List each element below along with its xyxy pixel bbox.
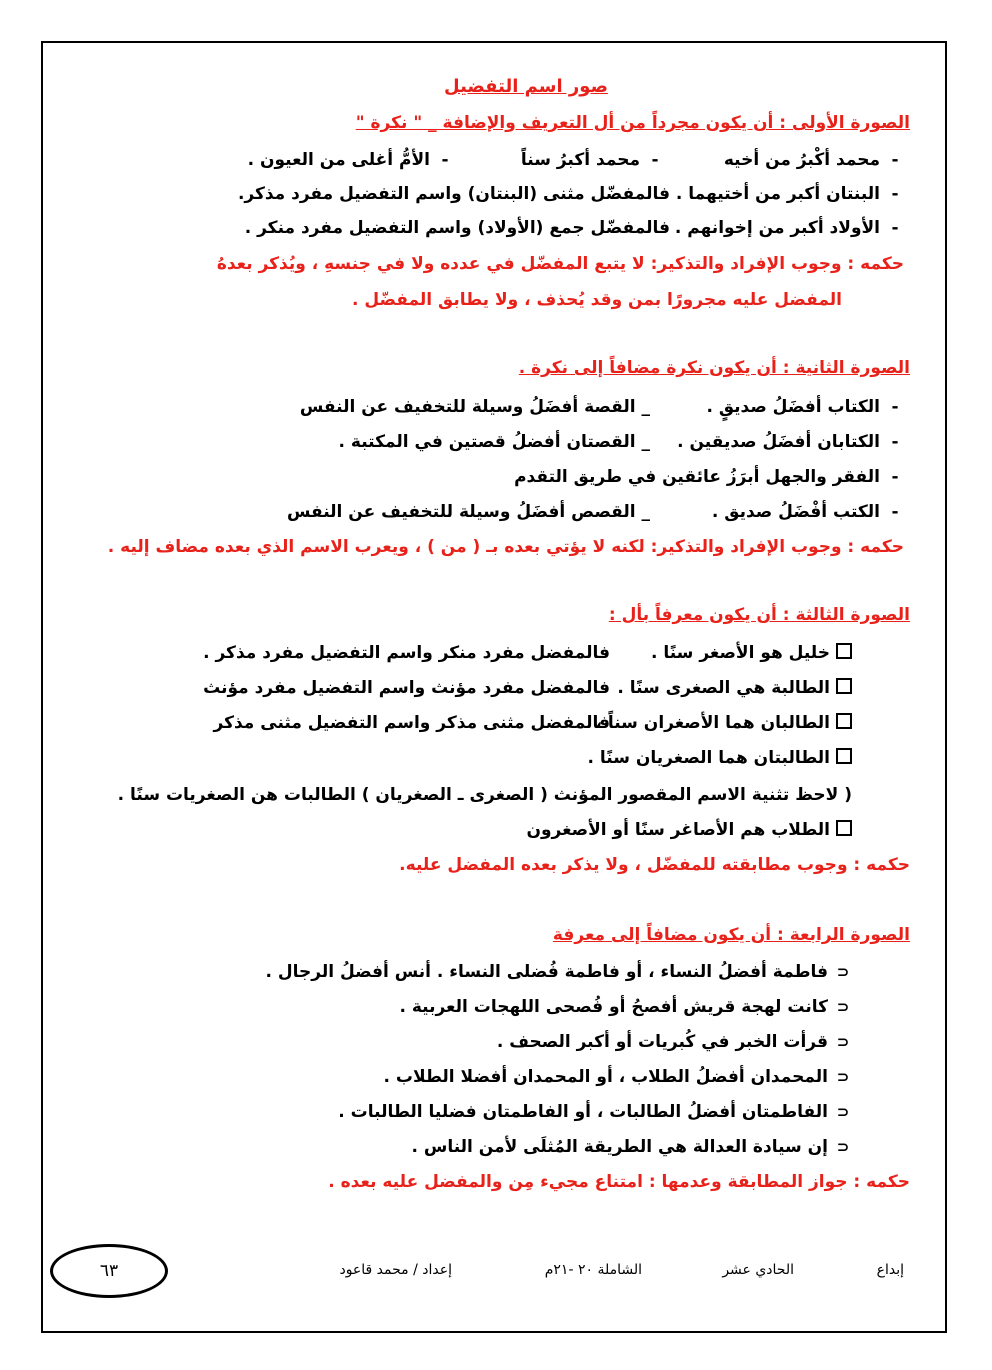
bullet-icon: ⊂	[836, 998, 850, 1016]
footer-grade: الحادي عشر	[722, 1262, 794, 1278]
footer-author: إعداد / محمد قاعود	[339, 1262, 452, 1278]
section-1-heading: الصورة الأولى : أن يكون مجرداً من أل التعريف والإضافة _ " نكرة "	[355, 113, 910, 133]
checkbox-icon	[836, 748, 852, 764]
section-3-line-3: الطالبان هما الأصغران سناً ،فالمفضل مثنى مذكر واسم التفضيل مثنى مذكر	[60, 709, 852, 737]
checkbox-icon	[836, 643, 852, 659]
section-3-heading: الصورة الثالثة : أن يكون معرفاً بأل :	[608, 605, 910, 625]
section-4-item: ⊂كانت لهجة قريش أفصحُ أو فُصحى اللهجات العربية .	[60, 993, 852, 1021]
section-4-item: ⊂فاطمة أفضلُ النساء ، أو فاطمة فُضلى النساء . أنس أفضلُ الرجال .	[60, 958, 852, 986]
section-1-line-3: -الأولاد أكبر من إخوانهم .فالمفضّل جمع (الأولاد) واسم التفضيل مفرد منكر .	[244, 218, 899, 238]
section-1-line-2: -البنتان أكبر من أختيهما .فالمفضّل مثنى (البنتان) واسم التفضيل مفرد مذكر.	[237, 184, 899, 204]
footer-edition: الشاملة ٢٠ -٢١م	[544, 1262, 642, 1278]
checkbox-icon	[836, 678, 852, 694]
section-4-item: ⊂إن سيادة العدالة هي الطريقة المُثلَى لأمن الناس .	[60, 1133, 852, 1161]
dash-bullet: -	[891, 150, 899, 170]
bullet-icon: ⊂	[836, 1068, 850, 1086]
section-2-line-3: -الفقر والجهل أبرَزُ عائقين في طريق التقدم	[514, 467, 899, 487]
section-3-line-1: خليل هو الأصغر سنًا .فالمفضل مفرد منكر واسم التفضيل مفرد مذكر .	[60, 639, 852, 667]
bullet-icon: ⊂	[836, 1103, 850, 1121]
section-1-rule-2: المفضل عليه مجرورًا بمن وقد يُحذف ، ولا يطابق المفضّل .	[351, 290, 842, 310]
section-3-rule: حكمه : وجوب مطابقته للمفضّل ، ولا يذكر بعده المفضل عليه.	[399, 855, 910, 875]
section-3-note: ( لاحظ تثنية الاسم المقصور المؤنث ( الصغرى ـ الصغريان ) الطالبات هن الصغريات سنًا .	[117, 785, 852, 805]
section-4-heading: الصورة الرابعة : أن يكون مضافاً إلى معرفة	[552, 925, 910, 945]
section-4-rule: حكمه : جواز المطابقة وعدمها : امتناع مجيء مِن والمفضل عليه بعده .	[328, 1172, 910, 1192]
section-1-line-1: -محمد أكْبرُ من أخيه-محمد أكبرُ سناً-الأمُّ أغلى من العيون .	[60, 146, 910, 174]
section-2-rule: حكمه : وجوب الإفراد والتذكير: لكنه لا يؤتي بعده بـ ( من ) ، ويعرب الاسم الذي بعده مضاف إليه .	[107, 537, 904, 557]
section-3-line-4: الطالبتان هما الصغريان سنًا .	[60, 744, 852, 772]
section-1-rule-1: حكمه : وجوب الإفراد والتذكير: لا يتبع المفضّل في عدده ولا في جنسهِ ، ويُذكر بعدهُ	[216, 254, 904, 274]
checkbox-icon	[836, 820, 852, 836]
checkbox-icon	[836, 713, 852, 729]
section-4-item: ⊂المحمدان أفضلُ الطلاب ، أو المحمدان أفضلا الطلاب .	[60, 1063, 852, 1091]
section-4-item: ⊂قرأت الخبر في كُبريات أو أكبر الصحف .	[60, 1028, 852, 1056]
footer-ibdaa: إبداع	[876, 1262, 904, 1278]
bullet-icon: ⊂	[836, 963, 850, 981]
section-2-line-1: -الكتاب أفضَلُ صديقٍ ._ القصة أفضَلُ وسيلة للتخفيف عن النفس	[299, 397, 899, 417]
page-title: صور اسم التفضيل	[444, 76, 608, 97]
section-4-item: ⊂الفاطمتان أفضلُ الطالبات ، أو الفاطمتان فضليا الطالبات .	[60, 1098, 852, 1126]
bullet-icon: ⊂	[836, 1033, 850, 1051]
section-2-line-4: -الكتب أفْضَلُ صديق ._ القصص أفضَلُ وسيلة للتخفيف عن النفس	[286, 502, 899, 522]
section-2-line-2: -الكتابان أفضَلُ صديقين ._ القصتان أفضلُ قصتين في المكتبة .	[338, 432, 899, 452]
section-3-line-5: الطلاب هم الأصاغر سنًا أو الأصغرون	[60, 816, 852, 844]
section-3-line-2: الطالبة هي الصغرى سنًا .فالمفضل مفرد مؤنث واسم التفضيل مفرد مؤنث	[60, 674, 852, 702]
page-number: ٦٣	[50, 1244, 168, 1298]
section-2-heading: الصورة الثانية : أن يكون نكرة مضافاً إلى نكرة .	[518, 358, 910, 378]
bullet-icon: ⊂	[836, 1138, 850, 1156]
